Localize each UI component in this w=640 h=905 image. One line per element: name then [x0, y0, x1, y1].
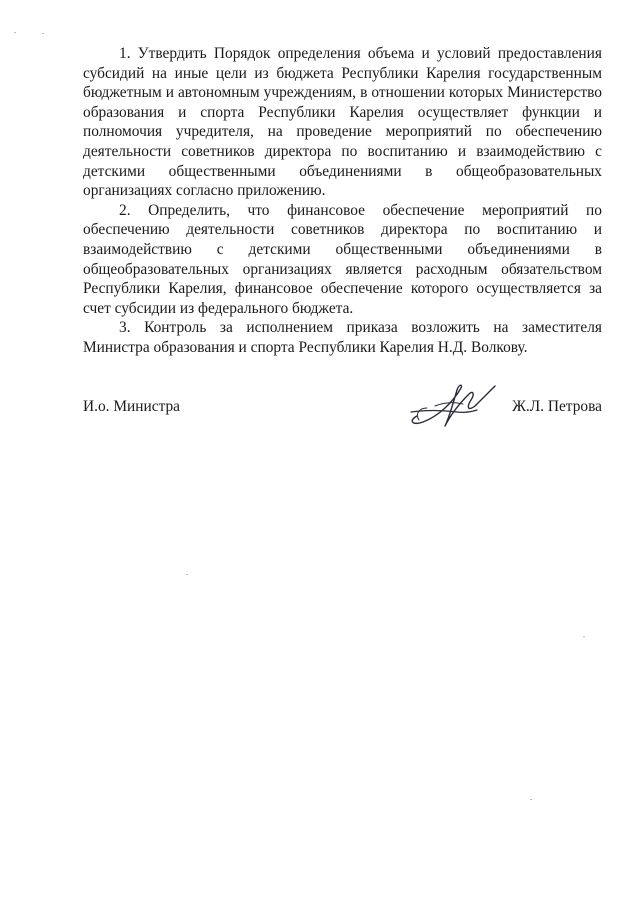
- signatory-title: И.о. Министра: [83, 398, 181, 415]
- scan-speck: [42, 33, 44, 34]
- scan-speck: [14, 32, 16, 33]
- scan-speck: [186, 574, 188, 575]
- scan-speck: [583, 636, 585, 637]
- paragraph-2: 2. Определить, что финансовое обеспечение мероприятий по обеспечению деятельности советников директора по воспитанию и взаимодействию с детскими общественными объединениями в общеобразовательных организациях является расходным обязательством Республики Карелия, финансовое обеспечение которого осуществляется за счет субсидии из федерального бюджета.: [83, 201, 602, 317]
- signature-block: [83, 388, 602, 438]
- paragraph-1: 1. Утвердить Порядок определения объема и условий предоставления субсидий на иные цели из бюджета Республики Карелия государственным бюджетным и автономным учреждениям, в отношении которых Министерство образования и спорта Республики Карелия осуществляет функции и полномочия учредителя, на проведение мероприятий по обеспечению деятельности советников директора по воспитанию и взаимодействию с детскими общественными объединениями в общеобразовательных организациях согласно приложению.: [83, 45, 602, 200]
- document-body: [83, 44, 602, 358]
- scan-speck: [530, 799, 532, 800]
- paragraph-3: 3. Контроль за исполнением приказа возложить на заместителя Министра образования и спорта Республики Карелия Н.Д. Волкову.: [83, 319, 602, 356]
- handwritten-signature: [405, 376, 503, 432]
- signatory-name: Ж.Л. Петрова: [512, 398, 602, 415]
